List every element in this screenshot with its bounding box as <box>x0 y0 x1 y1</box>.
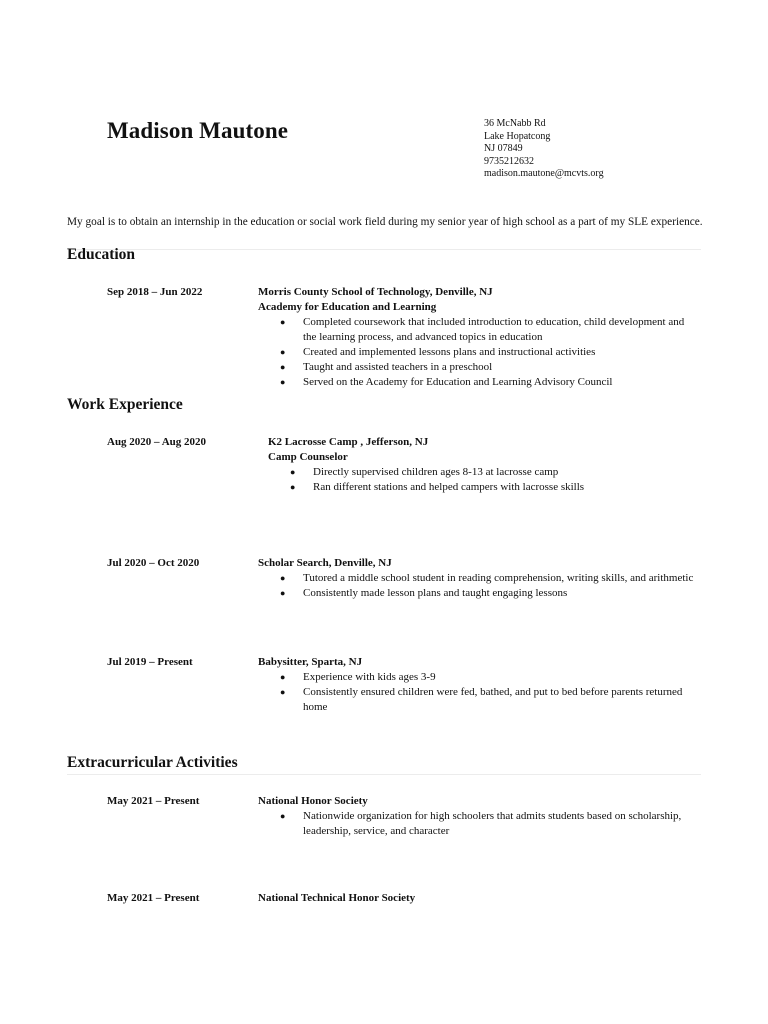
list-item: ● Consistently made lesson plans and taught engaging lessons <box>280 587 568 599</box>
section-divider <box>67 249 701 250</box>
entry-dates: Jul 2020 – Oct 2020 <box>107 557 200 569</box>
bullet-icon: ● <box>280 573 286 583</box>
work-entry <box>268 435 428 465</box>
bullet-icon: ● <box>280 347 286 357</box>
section-title-extracurricular: Extracurricular Activities <box>67 754 238 771</box>
entry-dates: Aug 2020 – Aug 2020 <box>107 436 207 448</box>
objective-statement: My goal is to obtain an internship in the education or social work field during my senior year of high school as a part of my SLE experience. <box>67 216 703 228</box>
activity-entry <box>258 794 368 809</box>
entry-role: Camp Counselor <box>268 451 348 463</box>
list-item: ● Taught and assisted teachers in a preschool <box>280 361 493 373</box>
section-title-education: Education <box>67 246 136 263</box>
bullet-icon: ● <box>280 377 286 387</box>
work-entry <box>258 556 392 571</box>
bullet-list <box>258 571 698 601</box>
work-entry <box>258 655 362 670</box>
list-item: ● Created and implemented lessons plans and instructional activities <box>280 346 596 358</box>
contact-email: madison.mautone@mcvts.org <box>484 168 604 180</box>
section-divider <box>67 774 701 775</box>
entry-dates: Sep 2018 – Jun 2022 <box>107 286 203 298</box>
list-item: ● Consistently ensured children were fed, bathed, and put to bed before parents returned home <box>280 686 683 713</box>
bullet-icon: ● <box>280 588 286 598</box>
entry-organization: National Honor Society <box>258 795 368 807</box>
bullet-icon: ● <box>280 687 286 697</box>
education-entry <box>258 285 493 315</box>
bullet-icon: ● <box>280 317 286 327</box>
bullet-icon: ● <box>290 467 296 477</box>
bullet-icon: ● <box>280 811 286 821</box>
contact-city: Lake Hopatcong <box>484 130 551 142</box>
list-item: ● Tutored a middle school student in reading comprehension, writing skills, and arithmetic <box>280 572 694 584</box>
list-item: ● Nationwide organization for high schoolers that admits students based on scholarship, leadership, service, and character <box>280 810 682 837</box>
section-title-work-experience: Work Experience <box>67 396 183 413</box>
entry-dates: Jul 2019 – Present <box>107 656 193 668</box>
list-item: ● Ran different stations and helped campers with lacrosse skills <box>290 481 585 493</box>
entry-organization: Morris County School of Technology, Denville, NJ <box>258 286 493 298</box>
resume-name: Madison Mautone <box>107 118 289 143</box>
entry-dates: May 2021 – Present <box>107 795 200 807</box>
bullet-list <box>258 809 698 839</box>
list-item: ● Served on the Academy for Education and Learning Advisory Council <box>280 376 613 388</box>
contact-street: 36 McNabb Rd <box>484 118 546 129</box>
bullet-icon: ● <box>280 672 286 682</box>
entry-role: Academy for Education and Learning <box>258 301 437 313</box>
activity-entry <box>258 891 415 906</box>
entry-organization: Babysitter, Sparta, NJ <box>258 656 363 668</box>
contact-state-zip: NJ 07849 <box>484 143 523 155</box>
list-item: ● Directly supervised children ages 8-13 at lacrosse camp <box>290 466 559 478</box>
entry-dates: May 2021 – Present <box>107 892 200 904</box>
entry-organization: K2 Lacrosse Camp , Jefferson, NJ <box>268 436 429 448</box>
contact-block <box>484 118 604 181</box>
list-item: ● Experience with kids ages 3-9 <box>280 671 436 683</box>
bullet-list <box>268 465 698 495</box>
bullet-list <box>258 670 698 715</box>
entry-organization: National Technical Honor Society <box>258 892 416 904</box>
contact-phone: 9735212632 <box>484 155 534 167</box>
bullet-icon: ● <box>290 482 296 492</box>
bullet-list <box>258 315 698 390</box>
entry-organization: Scholar Search, Denville, NJ <box>258 557 392 569</box>
bullet-icon: ● <box>280 362 286 372</box>
list-item: ● Completed coursework that included introduction to education, child development and the learning process, and advanced topics in education <box>280 316 685 343</box>
